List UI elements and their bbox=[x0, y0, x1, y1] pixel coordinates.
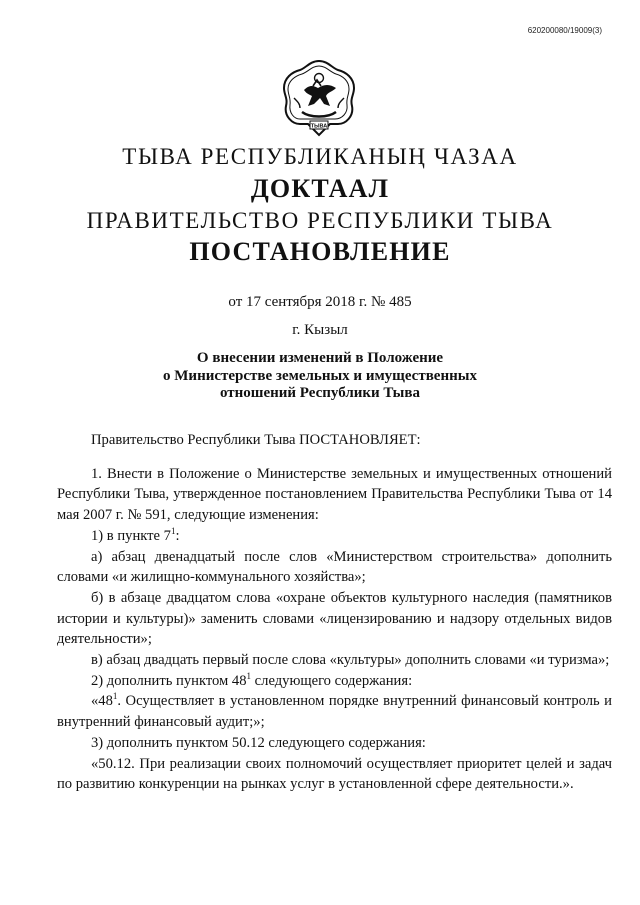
document-id: 620200080/19009(3) bbox=[527, 26, 602, 35]
paragraph-48-1: «$48^1$. Осуществляет в установленном порядке внутренний финансовый контроль и внутренний финансовый аудит;»; bbox=[57, 691, 612, 731]
preamble: Правительство Республики Тыва ПОСТАНОВЛЯЕТ: bbox=[91, 432, 421, 448]
emblem-label: ТЫВА bbox=[310, 123, 328, 130]
title-line: о Министерстве земельных и имущественных bbox=[163, 367, 477, 384]
title-line: О внесении изменений в Положение bbox=[196, 350, 444, 366]
paragraph-a: а) абзац двенадцатый после слов «Министерством строительства» дополнить словами «и жилищно-коммунального хозяйства»; bbox=[57, 548, 612, 586]
city: г. Кызыл bbox=[292, 322, 348, 338]
header-tuvan-government: ТЫВА РЕСПУБЛИКАНЫҢ ЧАЗАА bbox=[122, 144, 518, 169]
header-government: ПРАВИТЕЛЬСТВО РЕСПУБЛИКИ ТЫВА bbox=[86, 208, 554, 233]
paragraph-v: в) абзац двадцать первый после слова «культуры» дополнить словами «и туризма»; bbox=[91, 652, 610, 669]
paragraph-4: 3) дополнить пунктом 50.12 следующего содержания: bbox=[91, 734, 426, 751]
document-body bbox=[57, 430, 612, 795]
paragraph-2: 1) в пункте $7^1$: bbox=[91, 525, 180, 544]
header-tuvan-decree: ДОКТААЛ bbox=[250, 174, 390, 203]
title-line: отношений Республики Тыва bbox=[219, 385, 420, 401]
date-number-line: от 17 сентября 2018 г. № 485 bbox=[228, 294, 412, 310]
tuva-coat-of-arms-icon bbox=[280, 58, 358, 138]
paragraph-1: 1. Внести в Положение о Министерстве земельных и имущественных отношений Республики Тыва, утвержденное постановлением Правительства Республики Тыва от 14 мая 2007 г. № 591, следующие изменения: bbox=[57, 465, 612, 524]
paragraph-50-12: «50.12. При реализации своих полномочий осуществляет приоритет целей и задач по развитию конкуренции на рынках услуг в установленной сфере деятельности.». bbox=[57, 755, 612, 793]
paragraph-3: 2) дополнить пунктом $48^1$ следующего содержания: bbox=[91, 670, 413, 689]
document-title bbox=[0, 350, 640, 403]
paragraph-b: б) в абзаце двадцатом слова «охране объектов культурного наследия (памятников истории и культуры)» заменить словами «лицензированию и надзору отдельных видов деятельности»; bbox=[57, 589, 612, 648]
header-decree: ПОСТАНОВЛЕНИЕ bbox=[189, 237, 451, 266]
